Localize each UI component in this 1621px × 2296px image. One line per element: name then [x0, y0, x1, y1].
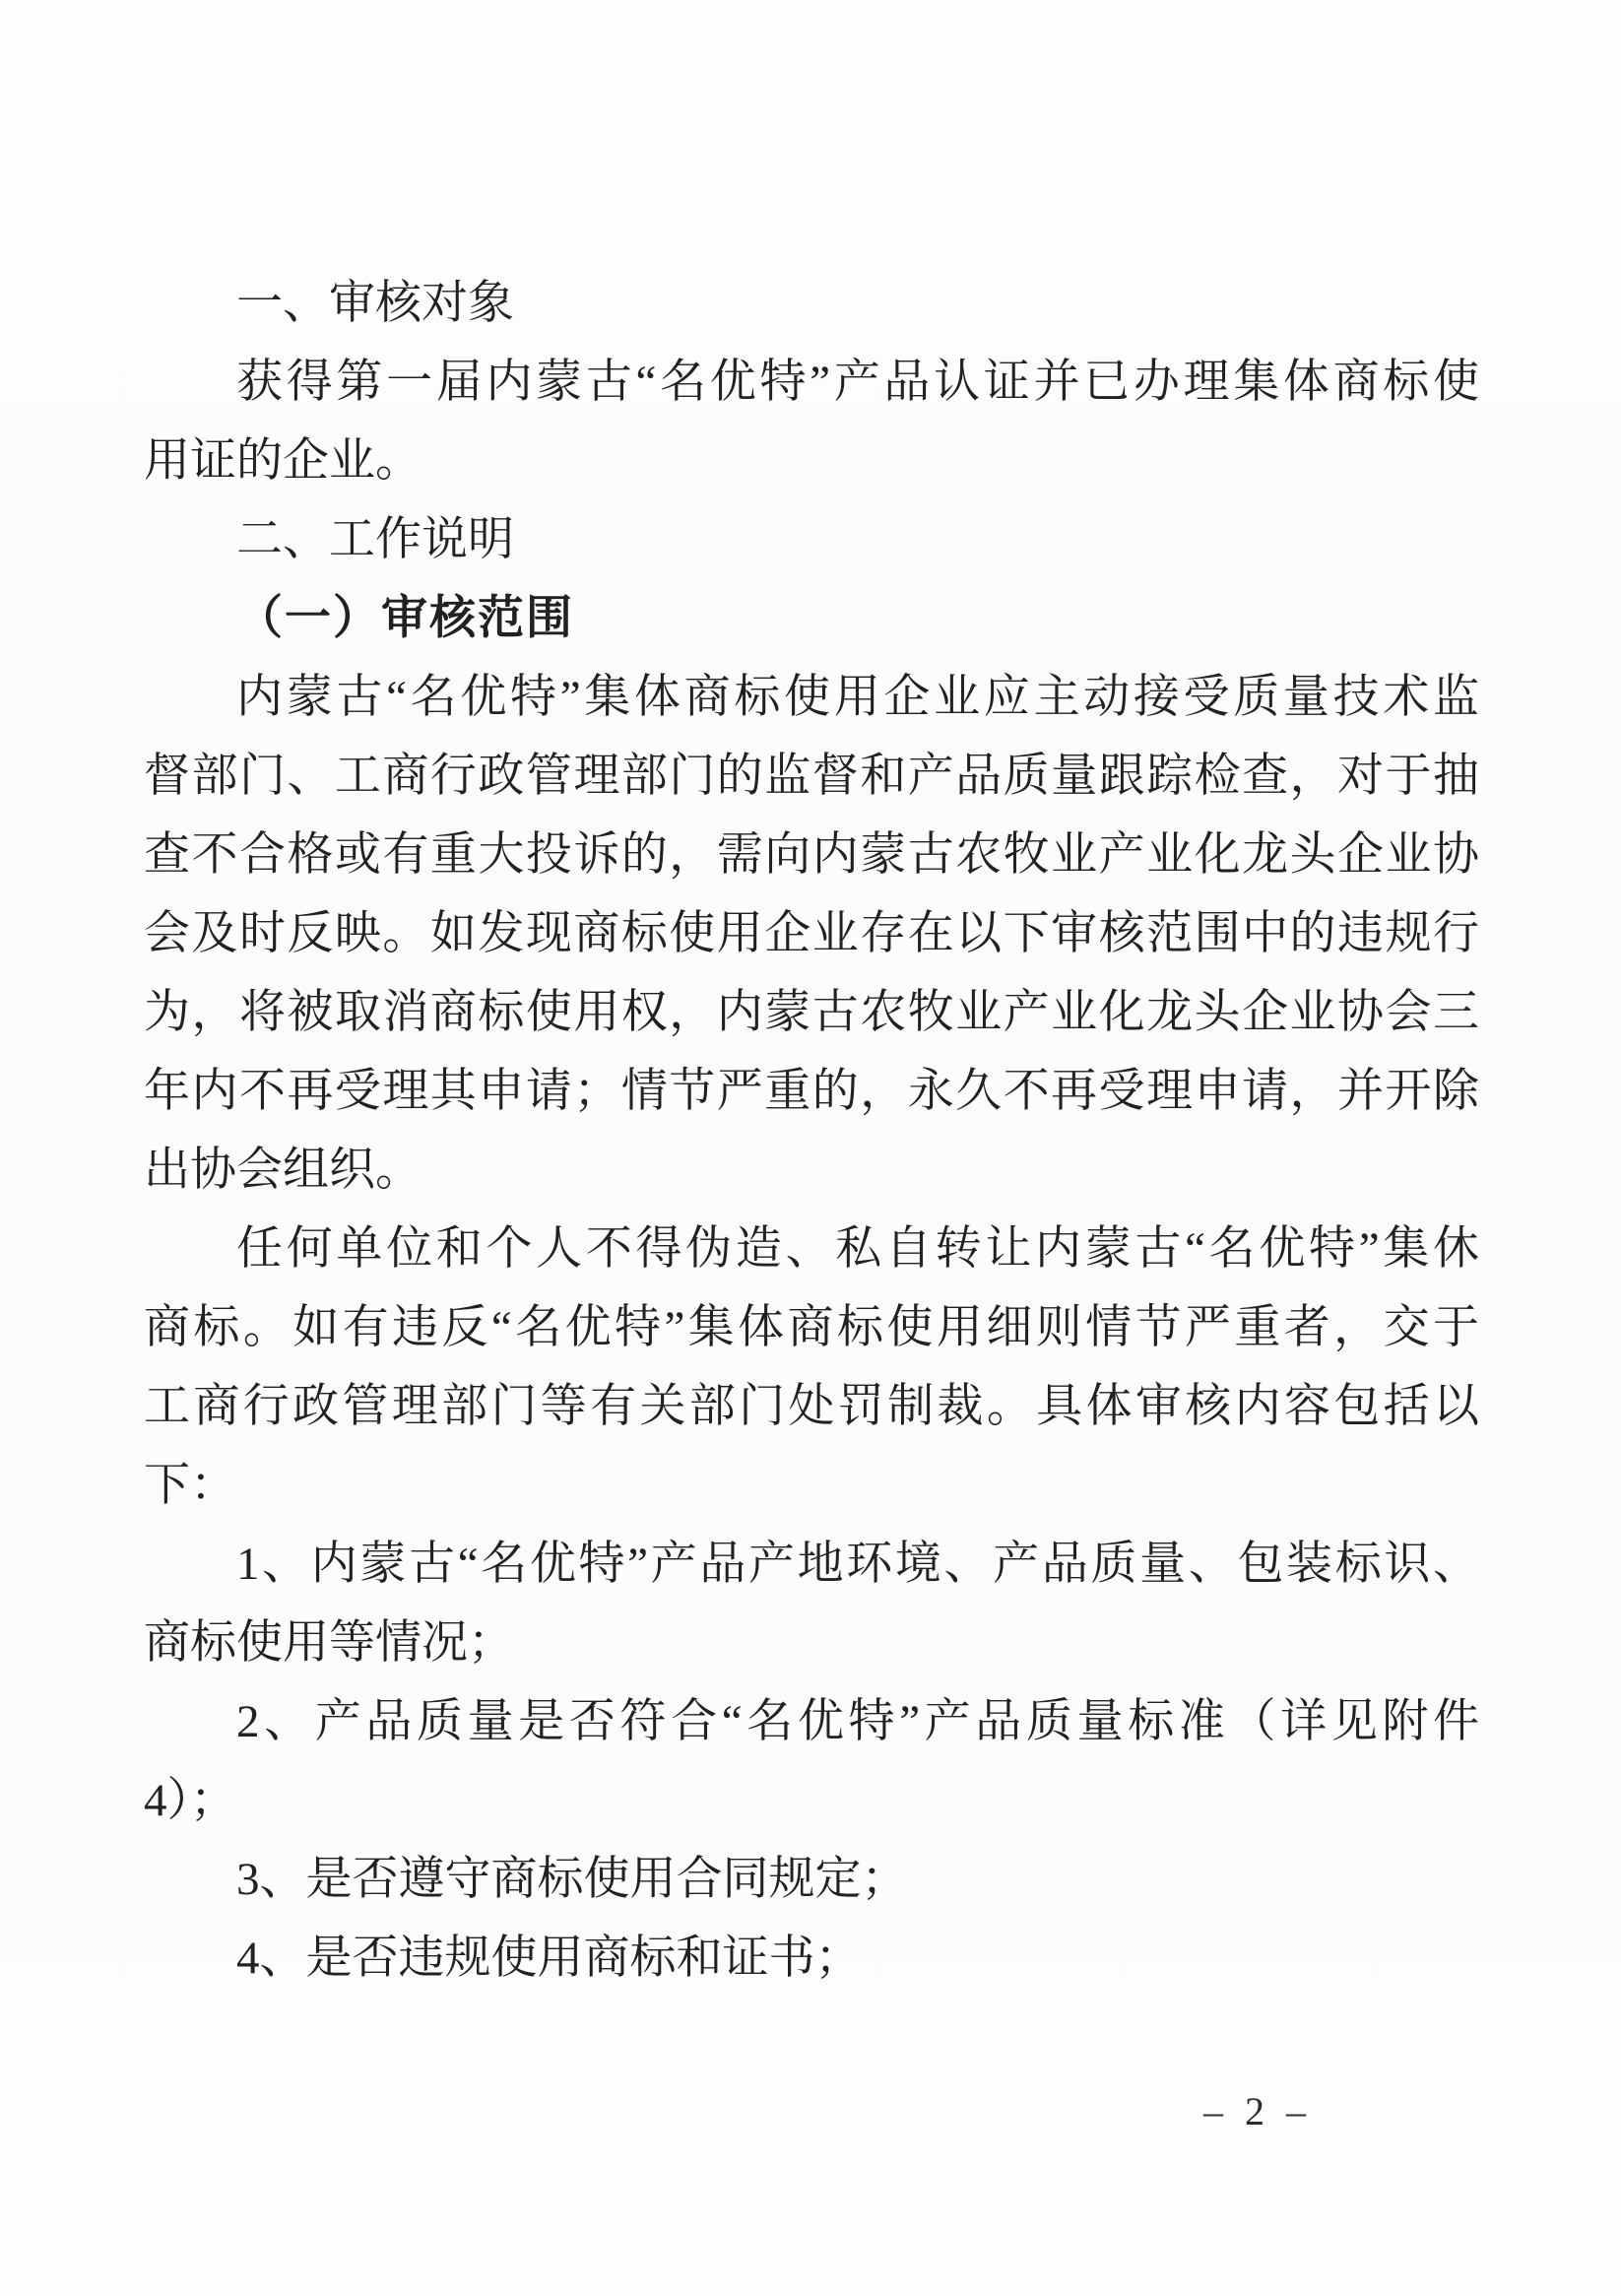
body-line: 获得第一届内蒙古“名优特”产品认证并已办理集体商标使: [236, 357, 1479, 408]
body-line: 内蒙古“名优特”集体商标使用企业应主动接受质量技术监: [236, 672, 1479, 723]
body-line: 4）；: [144, 1775, 236, 1826]
list-item-4: 4、是否违规使用商标和证书；: [236, 1933, 862, 1984]
body-line: 年内不再受理其申请；情节严重的，永久不再受理申请，并开除: [144, 1066, 1479, 1117]
body-line: 下：: [144, 1460, 236, 1511]
section-2-heading: 二、工作说明: [236, 514, 514, 565]
body-line: 为，将被取消商标使用权，内蒙古农牧业产业化龙头企业协会三: [144, 987, 1479, 1038]
body-line: 商标使用等情况；: [144, 1617, 514, 1669]
body-line: 商标。如有违反“名优特”集体商标使用细则情节严重者，交于: [144, 1302, 1479, 1353]
body-line: 查不合格或有重大投诉的，需向内蒙古农牧业产业化龙头企业协: [144, 829, 1479, 881]
body-line: 用证的企业。: [144, 435, 421, 487]
page-number: – 2 –: [1203, 2089, 1312, 2133]
body-line: 会及时反映。如发现商标使用企业存在以下审核范围中的违规行: [144, 908, 1479, 959]
body-line: 出协会组织。: [144, 1145, 421, 1196]
list-item-2: 2、产品质量是否符合“名优特”产品质量标准（详见附件: [236, 1696, 1479, 1747]
body-line: 任何单位和个人不得伪造、私自转让内蒙古“名优特”集休: [236, 1223, 1479, 1275]
section-1-heading: 一、审核对象: [236, 278, 514, 329]
body-line: 督部门、工商行政管理部门的监督和产品质量跟踪检查，对于抽: [144, 751, 1479, 802]
list-item-3: 3、是否遵守商标使用合同规定；: [236, 1854, 908, 1905]
body-line: 工商行政管理部门等有关部门处罚制裁。具体审核内容包括以: [144, 1381, 1479, 1432]
document-body: [144, 264, 1479, 1998]
list-item-1: 1、内蒙古“名优特”产品产地环境、产品质量、包装标识、: [236, 1539, 1479, 1590]
subsection-heading: （一）审核范围: [236, 593, 574, 644]
